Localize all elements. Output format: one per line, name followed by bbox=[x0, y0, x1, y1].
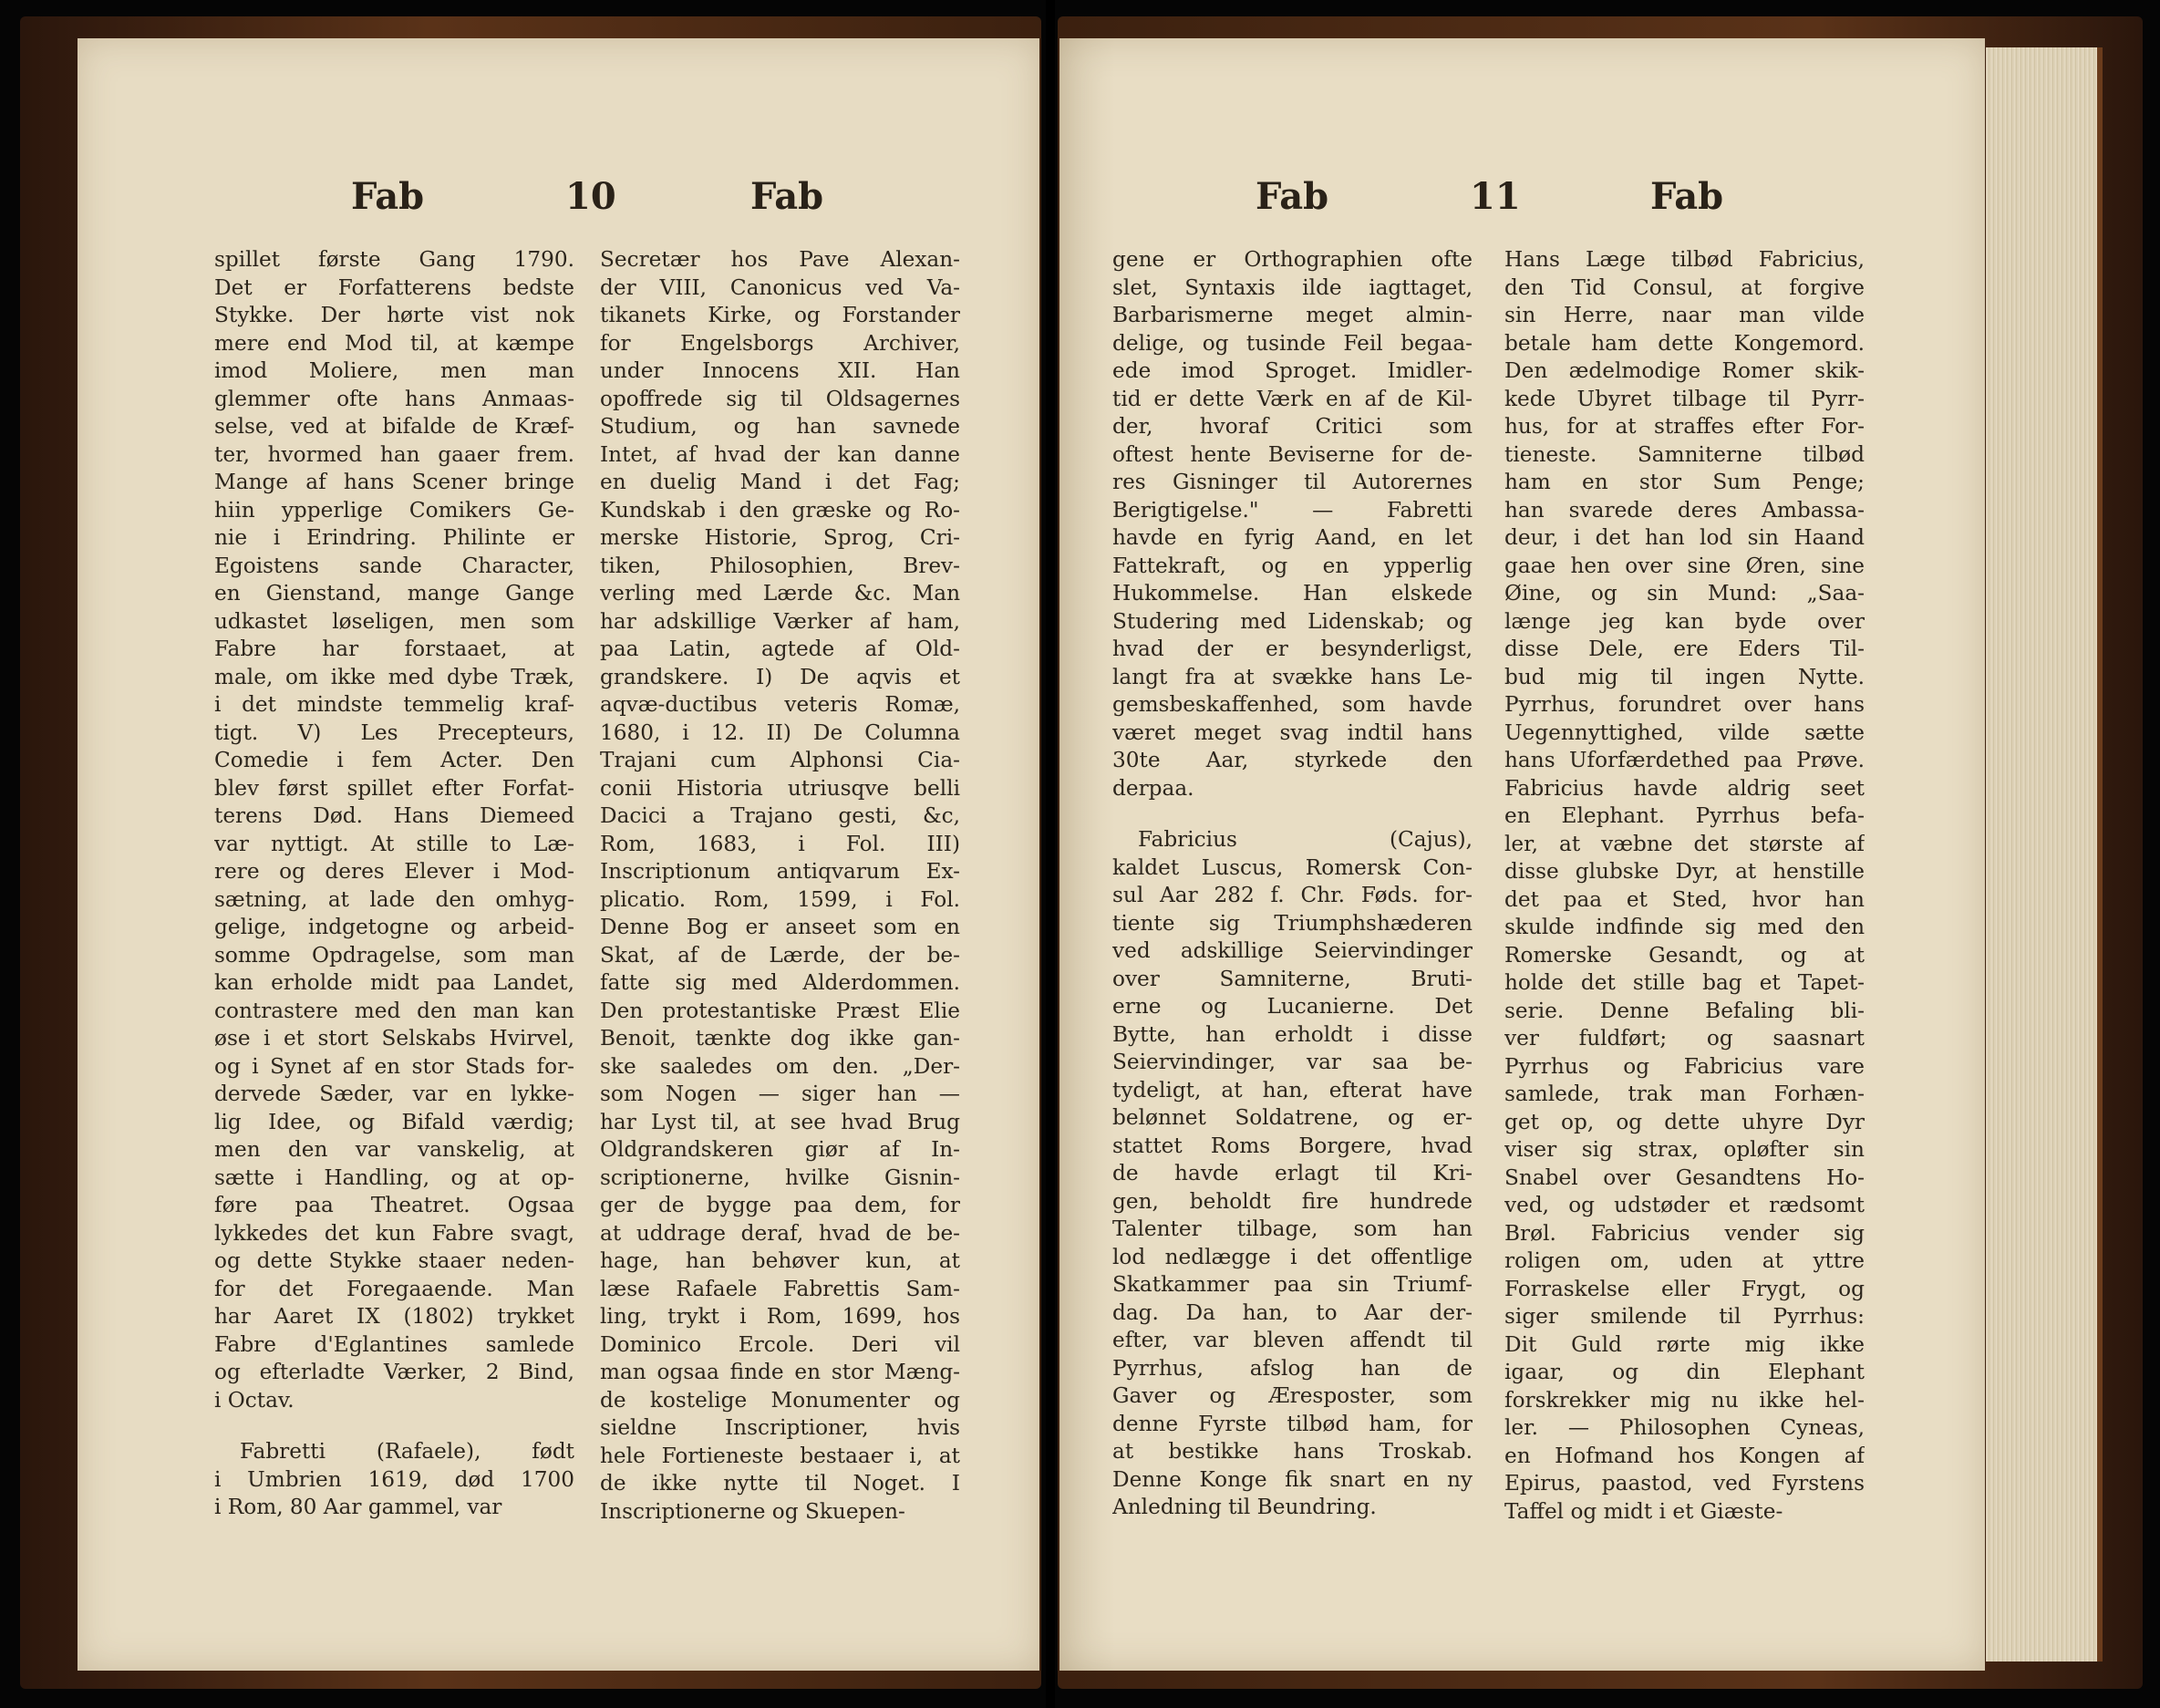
text-line: Studium, og han savnede bbox=[600, 414, 960, 439]
text-line: Comedie i fem Acter. Den bbox=[214, 748, 574, 772]
text-line: de havde erlagt til Kri- bbox=[1112, 1161, 1473, 1185]
text-line: sætte i Handling, og at op- bbox=[214, 1165, 574, 1190]
text-line: Hans Læge tilbød Fabricius, bbox=[1504, 247, 1865, 272]
text-line: Secretær hos Pave Alexan- bbox=[600, 247, 960, 272]
text-line: hele Fortieneste bestaaer i, at bbox=[600, 1443, 960, 1468]
text-line: imod Moliere, men man bbox=[214, 358, 574, 383]
text-line: kede Ubyret tilbage til Pyrr- bbox=[1504, 386, 1865, 411]
text-line: og i Synet af en stor Stads for- bbox=[214, 1053, 574, 1079]
text-line: sætning, at lade den omhyg- bbox=[214, 886, 574, 912]
right-page-column-1 bbox=[1112, 246, 1473, 1522]
page-block-edges bbox=[1986, 47, 2103, 1661]
right-page bbox=[1059, 38, 1985, 1671]
text-line: denne Fyrste tilbød ham, for bbox=[1112, 1411, 1473, 1436]
text-line: ver fuldført; og saasnart bbox=[1504, 1026, 1865, 1051]
text-line: Uegennyttighed, vilde sætte bbox=[1504, 719, 1865, 745]
text-line: været meget svag indtil hans bbox=[1112, 719, 1473, 745]
text-line: for det Foregaaende. Man bbox=[214, 1276, 574, 1301]
text-line: hus, for at straffes efter For- bbox=[1504, 414, 1865, 439]
text-line: Trajani cum Alphonsi Cia- bbox=[600, 748, 960, 772]
text-line: de ikke nytte til Noget. I bbox=[600, 1471, 960, 1496]
text-line: somme Opdragelse, som man bbox=[214, 942, 574, 968]
text-line: ske saaledes om den. „Der- bbox=[600, 1053, 960, 1079]
text-line: opoffrede sig til Oldsagernes bbox=[600, 386, 960, 411]
text-line: aqvæ-ductibus veteris Romæ, bbox=[600, 692, 960, 717]
text-line: det paa et Sted, hvor han bbox=[1504, 886, 1865, 912]
text-line: kaldet Luscus, Romersk Con- bbox=[1112, 854, 1473, 880]
text-line: belønnet Soldatrene, og er- bbox=[1112, 1105, 1473, 1130]
text-line: ler, at væbne det største af bbox=[1504, 831, 1865, 856]
left-page-number: 10 bbox=[565, 175, 616, 218]
text-line: Seiervindinger, var saa be- bbox=[1112, 1050, 1473, 1074]
text-line: gene er Orthographien ofte bbox=[1112, 247, 1473, 272]
text-line: hans Uforfærdethed paa Prøve. bbox=[1504, 748, 1865, 772]
text-line: gen, beholdt fire hundrede bbox=[1112, 1188, 1473, 1214]
text-line: lig Idee, og Bifald værdig; bbox=[214, 1109, 574, 1134]
text-line: Fabre har forstaaet, at bbox=[214, 637, 574, 661]
text-line: Rom, 1683, i Fol. III) bbox=[600, 831, 960, 856]
text-line: ved adskillige Seiervindinger bbox=[1112, 938, 1473, 963]
text-line: tikanets Kirke, og Forstander bbox=[600, 303, 960, 327]
text-line: at bestikke hans Troskab. bbox=[1112, 1439, 1473, 1464]
text-line: stattet Roms Borgere, hvad bbox=[1112, 1133, 1473, 1158]
text-line: i Octav. bbox=[214, 1387, 295, 1413]
text-line: verling med Lærde &c. Man bbox=[600, 581, 960, 606]
text-line: Fabricius (Cajus), bbox=[1138, 827, 1473, 852]
text-line: lod nedlægge i det offentlige bbox=[1112, 1244, 1473, 1269]
text-line: disse Dele, ere Eders Til- bbox=[1504, 637, 1865, 661]
text-line: og efterladte Værker, 2 Bind, bbox=[214, 1360, 574, 1384]
right-page-column-2 bbox=[1504, 246, 1865, 1526]
left-page-header bbox=[78, 175, 1039, 230]
text-line: serie. Denne Befaling bli- bbox=[1504, 998, 1865, 1023]
text-line: ler. — Philosophen Cyneas, bbox=[1504, 1415, 1865, 1440]
text-line: efter, var bleven affendt til bbox=[1112, 1328, 1473, 1352]
text-line: føre paa Theatret. Ogsaa bbox=[214, 1193, 574, 1217]
text-line: hiin ypperlige Comikers Ge- bbox=[214, 497, 574, 523]
text-line: Berigtigelse." — Fabretti bbox=[1112, 497, 1473, 523]
text-line: ham en stor Sum Penge; bbox=[1504, 470, 1865, 494]
text-line: Den protestantiske Præst Elie bbox=[600, 998, 960, 1023]
text-line: dag. Da han, to Aar der- bbox=[1112, 1299, 1473, 1325]
text-line: Barbarismerne meget almin- bbox=[1112, 303, 1473, 327]
text-line: Studering med Lidenskab; og bbox=[1112, 608, 1473, 634]
text-line: nie i Erindring. Philinte er bbox=[214, 525, 574, 550]
text-line: sin Herre, naar man vilde bbox=[1504, 303, 1865, 327]
text-line: Anledning til Beundring. bbox=[1112, 1495, 1377, 1519]
text-line: terens Død. Hans Diemeed bbox=[214, 803, 574, 828]
text-line: Oldgrandskeren giør af In- bbox=[600, 1137, 960, 1162]
text-line: Dominico Ercole. Deri vil bbox=[600, 1331, 960, 1357]
right-header-word-right: Fab bbox=[1650, 175, 1724, 218]
text-line: har Aaret IX (1802) trykket bbox=[214, 1304, 574, 1329]
text-line: Skat, af de Lærde, der be- bbox=[600, 942, 960, 968]
text-line: Taffel og midt i et Giæste- bbox=[1504, 1498, 1783, 1524]
text-line: erne og Lucanierne. Det bbox=[1112, 994, 1473, 1019]
text-line: Dacici a Trajano gesti, &c, bbox=[600, 803, 960, 828]
left-page-column-2 bbox=[600, 246, 960, 1526]
text-line: res Gisninger til Autorernes bbox=[1112, 470, 1473, 494]
text-line: tigt. V) Les Precepteurs, bbox=[214, 719, 574, 745]
text-line: samlede, trak man Forhæn- bbox=[1504, 1082, 1865, 1106]
text-line: var nyttigt. At stille to Læ- bbox=[214, 831, 574, 856]
text-line: han svarede deres Ambassa- bbox=[1504, 497, 1865, 523]
text-line: sul Aar 282 f. Chr. Føds. for- bbox=[1112, 883, 1473, 907]
text-line: de kostelige Monumenter og bbox=[600, 1387, 960, 1413]
text-line: igaar, og din Elephant bbox=[1504, 1360, 1865, 1384]
text-line: har adskillige Værker af ham, bbox=[600, 608, 960, 634]
text-line: plicatio. Rom, 1599, i Fol. bbox=[600, 886, 960, 912]
text-line: glemmer ofte hans Anmaas- bbox=[214, 386, 574, 411]
text-line: hage, han behøver kun, at bbox=[600, 1248, 960, 1273]
text-line: Benoit, tænkte dog ikke gan- bbox=[600, 1026, 960, 1051]
text-line: og dette Stykke staaer neden- bbox=[214, 1248, 574, 1273]
text-line: øse i et stort Selskabs Hvirvel, bbox=[214, 1026, 574, 1051]
text-line: Kundskab i den græske og Ro- bbox=[600, 497, 960, 523]
text-line: Pyrrhus, afslog han de bbox=[1112, 1355, 1473, 1381]
text-line: Brøl. Fabricius vender sig bbox=[1504, 1220, 1865, 1246]
left-header-word-right: Fab bbox=[750, 175, 824, 218]
text-line: langt fra at svække hans Le- bbox=[1112, 664, 1473, 689]
text-line: Dit Guld rørte mig ikke bbox=[1504, 1331, 1865, 1357]
text-line: skulde indfinde sig med den bbox=[1504, 915, 1865, 939]
text-line: oftest hente Beviserne for de- bbox=[1112, 441, 1473, 467]
text-line: disse glubske Dyr, at henstille bbox=[1504, 859, 1865, 884]
text-line: gelige, indgetogne og arbeid- bbox=[214, 915, 574, 939]
text-line: contrastere med den man kan bbox=[214, 998, 574, 1023]
gutter-divider bbox=[1046, 0, 1055, 1708]
text-line: rere og deres Elever i Mod- bbox=[214, 859, 574, 884]
text-line: Gaver og Æresposter, som bbox=[1112, 1383, 1473, 1408]
text-line: Stykke. Der hørte vist nok bbox=[214, 303, 574, 327]
text-line: ede imod Sproget. Imidler- bbox=[1112, 358, 1473, 383]
text-line: i Rom, 80 Aar gammel, var bbox=[214, 1495, 502, 1519]
text-line: tiken, Philosophien, Brev- bbox=[600, 553, 960, 578]
text-line: Fabretti (Rafaele), født bbox=[240, 1439, 574, 1464]
text-line: Talenter tilbage, som han bbox=[1112, 1216, 1473, 1241]
text-line: Inscriptionum antiqvarum Ex- bbox=[600, 859, 960, 884]
text-line: Epirus, paastod, ved Fyrstens bbox=[1504, 1471, 1865, 1496]
text-line: Forraskelse eller Frygt, og bbox=[1504, 1276, 1865, 1301]
text-line: en Gienstand, mange Gange bbox=[214, 581, 574, 606]
right-page-number: 11 bbox=[1470, 175, 1521, 218]
text-line: under Innocens XII. Han bbox=[600, 358, 960, 383]
text-line: slet, Syntaxis ilde iagttaget, bbox=[1112, 274, 1473, 300]
text-line: Den ædelmodige Romer skik- bbox=[1504, 358, 1865, 383]
text-line: scriptionerne, hvilke Gisnin- bbox=[600, 1165, 960, 1190]
text-line: Denne Bog er anseet som en bbox=[600, 915, 960, 939]
text-line: grandskere. I) De aqvis et bbox=[600, 664, 960, 689]
text-line: kan erholde midt paa Landet, bbox=[214, 970, 574, 995]
right-header-word-left: Fab bbox=[1256, 175, 1329, 218]
text-line: Fattekraft, og en ypperlig bbox=[1112, 553, 1473, 578]
text-line: male, om ikke med dybe Træk, bbox=[214, 664, 574, 689]
text-line: for Engelsborgs Archiver, bbox=[600, 330, 960, 356]
left-page-column-1 bbox=[214, 246, 574, 1522]
text-line: siger smilende til Pyrrhus: bbox=[1504, 1304, 1865, 1329]
text-line: Romerske Gesandt, og at bbox=[1504, 942, 1865, 968]
text-line: 30te Aar, styrkede den bbox=[1112, 748, 1473, 772]
text-line: merske Historie, Sprog, Cri- bbox=[600, 525, 960, 550]
text-line: holde det stille bag et Tapet- bbox=[1504, 970, 1865, 995]
text-line: hvad der er besynderligst, bbox=[1112, 637, 1473, 661]
text-line: gaae hen over sine Øren, sine bbox=[1504, 553, 1865, 578]
left-header-word-left: Fab bbox=[351, 175, 425, 218]
text-line: ger de bygge paa dem, for bbox=[600, 1193, 960, 1217]
text-line: der, hvoraf Critici som bbox=[1112, 414, 1473, 439]
text-line: tid er dette Værk en af de Kil- bbox=[1112, 386, 1473, 411]
text-line: betale ham dette Kongemord. bbox=[1504, 330, 1865, 356]
text-line: længe jeg kan byde over bbox=[1504, 608, 1865, 634]
text-line: gemsbeskaffenhed, som havde bbox=[1112, 692, 1473, 717]
text-line: Pyrrhus og Fabricius vare bbox=[1504, 1053, 1865, 1079]
text-line: Skatkammer paa sin Triumf- bbox=[1112, 1272, 1473, 1297]
text-line: 1680, i 12. II) De Columna bbox=[600, 719, 960, 745]
text-line: som Nogen — siger han — bbox=[600, 1082, 960, 1106]
text-line: tydeligt, at han, efterat have bbox=[1112, 1077, 1473, 1102]
text-line: Det er Forfatterens bedste bbox=[214, 274, 574, 300]
text-line: lykkedes det kun Fabre svagt, bbox=[214, 1220, 574, 1246]
text-line: dervede Sæder, var en lykke- bbox=[214, 1082, 574, 1106]
text-line: en Hofmand hos Kongen af bbox=[1504, 1443, 1865, 1468]
text-line: derpaa. bbox=[1112, 775, 1194, 801]
text-line: Hukommelse. Han elskede bbox=[1112, 581, 1473, 606]
text-line: roligen om, uden at yttre bbox=[1504, 1248, 1865, 1273]
text-line: Egoistens sande Character, bbox=[214, 553, 574, 578]
text-line: mere end Mod til, at kæmpe bbox=[214, 330, 574, 356]
text-line: Denne Konge fik snart en ny bbox=[1112, 1466, 1473, 1492]
text-line: tieneste. Samniterne tilbød bbox=[1504, 441, 1865, 467]
text-line: ved, og udstøder et rædsomt bbox=[1504, 1193, 1865, 1217]
text-line: conii Historia utriusqve belli bbox=[600, 775, 960, 801]
text-line: get op, og dette uhyre Dyr bbox=[1504, 1109, 1865, 1134]
text-line: sieldne Inscriptioner, hvis bbox=[600, 1415, 960, 1440]
paragraph-gap bbox=[1112, 802, 1473, 826]
text-line: Snabel over Gesandtens Ho- bbox=[1504, 1165, 1865, 1190]
text-line: delige, og tusinde Feil begaa- bbox=[1112, 330, 1473, 356]
text-line: læse Rafaele Fabrettis Sam- bbox=[600, 1276, 960, 1301]
text-line: der VIII, Canonicus ved Va- bbox=[600, 274, 960, 300]
text-line: Fabricius havde aldrig seet bbox=[1504, 775, 1865, 801]
text-line: har Lyst til, at see hvad Brug bbox=[600, 1109, 960, 1134]
text-line: Mange af hans Scener bringe bbox=[214, 470, 574, 494]
text-line: deur, i det han lod sin Haand bbox=[1504, 525, 1865, 550]
text-line: havde en fyrig Aand, en let bbox=[1112, 525, 1473, 550]
text-line: selse, ved at bifalde de Kræf- bbox=[214, 414, 574, 439]
text-line: Øine, og sin Mund: „Saa- bbox=[1504, 581, 1865, 606]
text-line: blev først spillet efter Forfat- bbox=[214, 775, 574, 801]
text-line: Inscriptionerne og Skuepen- bbox=[600, 1498, 905, 1524]
text-line: bud mig til ingen Nytte. bbox=[1504, 664, 1865, 689]
text-line: Intet, af hvad der kan danne bbox=[600, 441, 960, 467]
left-page bbox=[78, 38, 1039, 1671]
text-line: ling, trykt i Rom, 1699, hos bbox=[600, 1304, 960, 1329]
text-line: at uddrage deraf, hvad de be- bbox=[600, 1220, 960, 1246]
text-line: en Elephant. Pyrrhus befa- bbox=[1504, 803, 1865, 828]
text-line: spillet første Gang 1790. bbox=[214, 247, 574, 272]
right-page-header bbox=[1059, 175, 1985, 230]
text-line: en duelig Mand i det Fag; bbox=[600, 470, 960, 494]
text-line: viser sig strax, opløfter sin bbox=[1504, 1137, 1865, 1162]
text-line: men den var vanskelig, at bbox=[214, 1137, 574, 1162]
text-line: Fabre d'Eglantines samlede bbox=[214, 1331, 574, 1357]
text-line: den Tid Consul, at forgive bbox=[1504, 274, 1865, 300]
text-line: i Umbrien 1619, død 1700 bbox=[214, 1466, 574, 1492]
text-line: tiente sig Triumphshæderen bbox=[1112, 910, 1473, 936]
text-line: fatte sig med Alderdommen. bbox=[600, 970, 960, 995]
text-line: man ogsaa finde en stor Mæng- bbox=[600, 1360, 960, 1384]
text-line: i det mindste temmelig kraf- bbox=[214, 692, 574, 717]
text-line: ter, hvormed han gaaer frem. bbox=[214, 441, 574, 467]
text-line: Bytte, han erholdt i disse bbox=[1112, 1021, 1473, 1047]
text-line: Pyrrhus, forundret over hans bbox=[1504, 692, 1865, 717]
text-line: over Samniterne, Bruti- bbox=[1112, 966, 1473, 991]
text-line: forskrekker mig nu ikke hel- bbox=[1504, 1387, 1865, 1413]
paragraph-gap bbox=[214, 1414, 574, 1438]
text-line: udkastet løseligen, men som bbox=[214, 608, 574, 634]
text-line: paa Latin, agtede af Old- bbox=[600, 637, 960, 661]
